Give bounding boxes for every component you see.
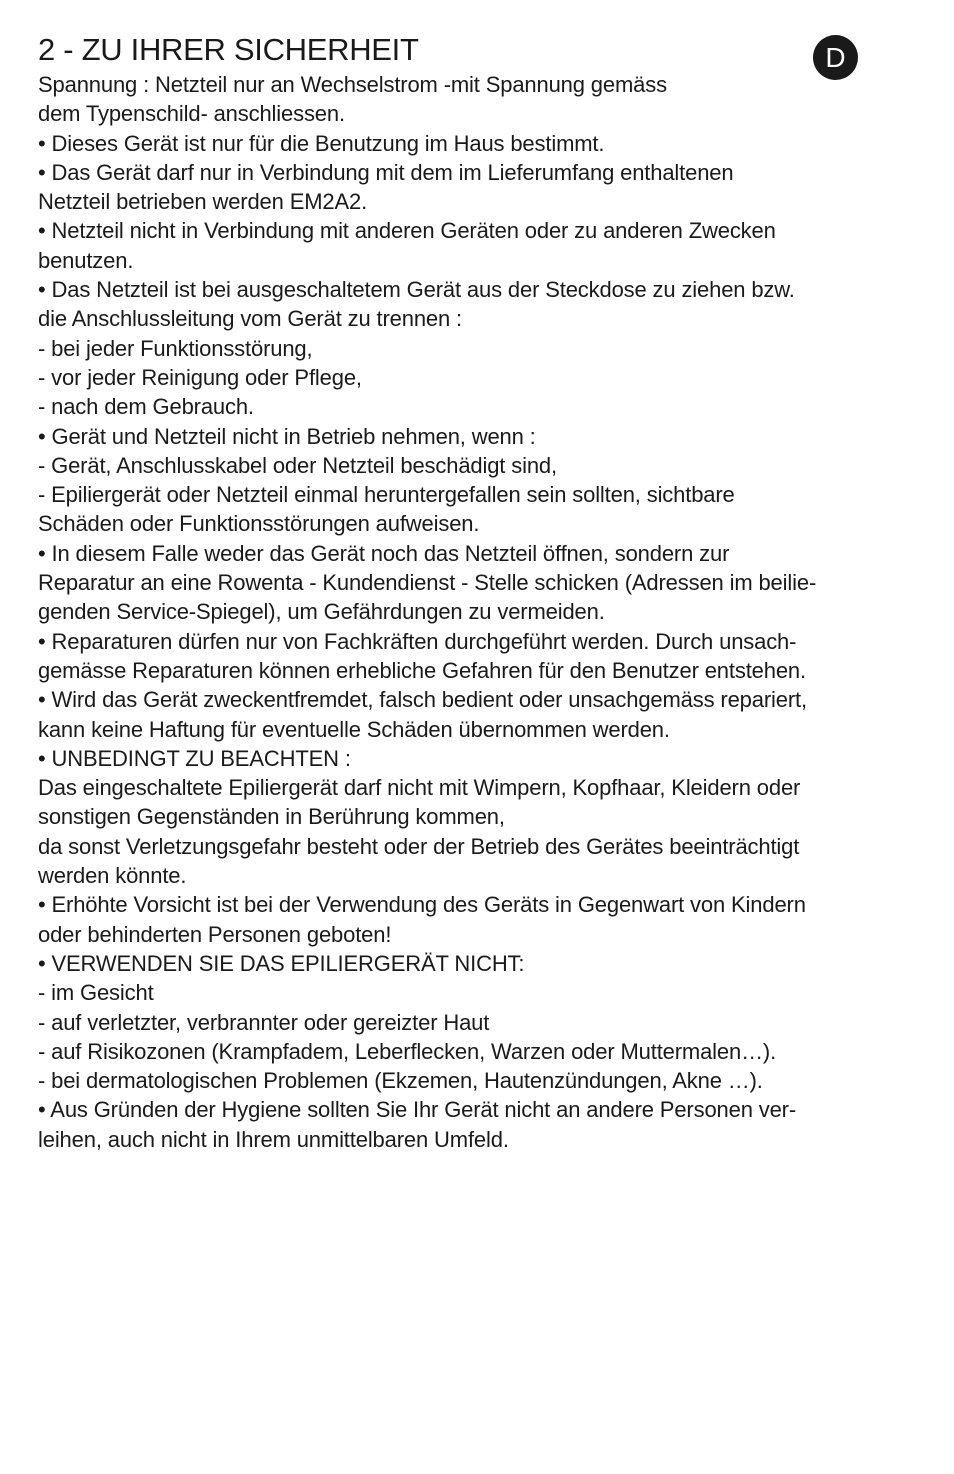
section-title: 2 - ZU IHRER SICHERHEIT bbox=[38, 32, 419, 67]
text-line: die Anschlussleitung vom Gerät zu trennen : bbox=[38, 306, 463, 332]
text-line: werden könnte. bbox=[38, 863, 187, 889]
text-line: • Gerät und Netzteil nicht in Betrieb nehmen, wenn : bbox=[38, 423, 536, 449]
language-badge: D bbox=[813, 35, 858, 80]
text-line: benutzen. bbox=[38, 247, 134, 273]
text-line: Reparatur an eine Rowenta - Kundendienst - Stelle schicken (Adressen im beilie- bbox=[38, 570, 817, 596]
text-line: - bei jeder Funktionsstörung, bbox=[38, 335, 313, 361]
text-line: • Dieses Gerät ist nur für die Benutzung im Haus bestimmt. bbox=[38, 130, 605, 156]
text-line: - nach dem Gebrauch. bbox=[38, 394, 254, 420]
text-line: kann keine Haftung für eventuelle Schäden übernommen werden. bbox=[38, 716, 670, 742]
text-line: Das eingeschaltete Epiliergerät darf nicht mit Wimpern, Kopfhaar, Kleidern oder bbox=[38, 775, 801, 801]
text-line: - vor jeder Reinigung oder Pflege, bbox=[38, 364, 362, 390]
text-line: - im Gesicht bbox=[38, 980, 154, 1006]
text-line: • VERWENDEN SIE DAS EPILIERGERÄT NICHT: bbox=[38, 950, 525, 976]
text-line: Netzteil betrieben werden EM2A2. bbox=[38, 189, 368, 215]
text-line: genden Service-Spiegel), um Gefährdungen zu vermeiden. bbox=[38, 599, 605, 625]
text-line: gemässe Reparaturen können erhebliche Gefahren für den Benutzer entstehen. bbox=[38, 657, 806, 683]
text-line: • Erhöhte Vorsicht ist bei der Verwendung des Geräts in Gegenwart von Kindern bbox=[38, 892, 806, 918]
text-line: - bei dermatologischen Problemen (Ekzemen, Hautenzündungen, Akne …). bbox=[38, 1068, 763, 1094]
text-line: sonstigen Gegenständen in Berührung kommen, bbox=[38, 804, 505, 830]
safety-instructions bbox=[38, 70, 888, 1154]
text-line: • Das Gerät darf nur in Verbindung mit dem im Lieferumfang enthaltenen bbox=[38, 159, 734, 185]
text-line: - Epiliergerät oder Netzteil einmal heruntergefallen sein sollten, sichtbare bbox=[38, 482, 735, 508]
text-line: - auf verletzter, verbrannter oder gereizter Haut bbox=[38, 1009, 490, 1035]
text-line: - Gerät, Anschlusskabel oder Netzteil beschädigt sind, bbox=[38, 452, 557, 478]
text-line: leihen, auch nicht in Ihrem unmittelbaren Umfeld. bbox=[38, 1126, 509, 1152]
text-line: • Wird das Gerät zweckentfremdet, falsch bedient oder unsachgemäss repariert, bbox=[38, 687, 807, 713]
text-line: • UNBEDINGT ZU BEACHTEN : bbox=[38, 745, 351, 771]
text-line: • In diesem Falle weder das Gerät noch das Netzteil öffnen, sondern zur bbox=[38, 540, 730, 566]
text-line: oder behinderten Personen geboten! bbox=[38, 921, 392, 947]
text-line: dem Typenschild- anschliessen. bbox=[38, 101, 345, 127]
text-line: Spannung : Netzteil nur an Wechselstrom -mit Spannung gemäss bbox=[38, 72, 667, 97]
text-line: Schäden oder Funktionsstörungen aufweisen. bbox=[38, 511, 480, 537]
text-line: • Aus Gründen der Hygiene sollten Sie Ihr Gerät nicht an andere Personen ver- bbox=[38, 1097, 797, 1123]
text-line: • Das Netzteil ist bei ausgeschaltetem Gerät aus der Steckdose zu ziehen bzw. bbox=[38, 277, 795, 303]
text-line: • Netzteil nicht in Verbindung mit anderen Geräten oder zu anderen Zwecken bbox=[38, 218, 776, 244]
document-page bbox=[38, 30, 888, 1154]
text-line: - auf Risikozonen (Krampfadem, Leberflecken, Warzen oder Muttermalen…). bbox=[38, 1038, 777, 1064]
text-line: da sonst Verletzungsgefahr besteht oder der Betrieb des Gerätes beeinträchtigt bbox=[38, 833, 800, 859]
text-line: • Reparaturen dürfen nur von Fachkräften durchgeführt werden. Durch unsach- bbox=[38, 628, 797, 654]
